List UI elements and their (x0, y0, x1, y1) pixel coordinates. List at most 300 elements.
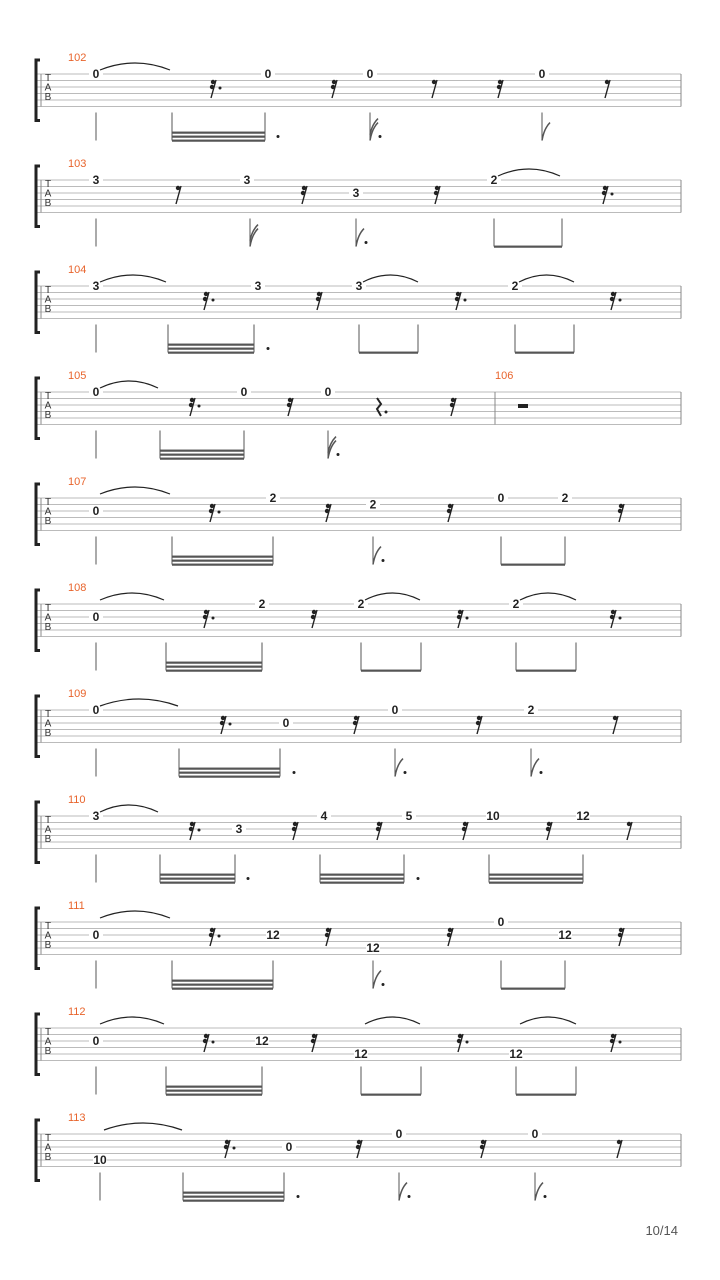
beam (172, 556, 273, 558)
rest-head (457, 615, 461, 619)
beam (361, 1094, 421, 1096)
fret-number: 12 (354, 1047, 368, 1062)
beam (361, 670, 421, 672)
rest-head (447, 933, 451, 937)
tab-clef-letter: A (44, 188, 52, 200)
tie-slur (519, 275, 574, 282)
tab-system (36, 158, 681, 248)
fret-number: 12 (255, 1034, 269, 1049)
fret-number: 0 (92, 1034, 100, 1049)
beam (494, 246, 562, 248)
rest-head (287, 403, 291, 407)
fret-number: 3 (254, 279, 262, 293)
rest-head (463, 822, 467, 826)
tie-slur (100, 805, 158, 812)
rest-head (210, 85, 214, 89)
dot (619, 299, 622, 302)
rest-head (627, 822, 631, 826)
tab-clef-letter: A (44, 718, 52, 730)
dot (337, 453, 340, 456)
tab-clef-letter: A (44, 1142, 52, 1154)
tab-system (36, 264, 681, 354)
rest-head (458, 610, 462, 614)
rest-head (332, 80, 336, 84)
rest-head (602, 191, 606, 195)
beam (160, 454, 244, 456)
rest-head (311, 1039, 315, 1043)
rest-head (357, 1140, 361, 1144)
tie-slur (100, 593, 164, 600)
tab-clef-letter: A (44, 1036, 52, 1048)
fret-number: 0 (324, 385, 332, 399)
fret-number: 2 (561, 491, 569, 505)
rest-head (225, 1140, 229, 1144)
rest-head (610, 615, 614, 619)
tie-slur (100, 63, 170, 70)
tab-system (36, 52, 681, 142)
rest-head (326, 928, 330, 932)
dot (385, 411, 388, 414)
fret-number: 2 (512, 597, 520, 611)
tie-slur (100, 487, 170, 494)
fret-number: 3 (243, 173, 251, 187)
fret-number: 0 (92, 67, 100, 81)
measure-number: 111 (68, 900, 85, 912)
beam (320, 878, 404, 880)
tab-clef-letter: T (44, 179, 52, 190)
system-bracket (36, 1014, 40, 1075)
beam (489, 878, 583, 880)
tab-clef-letter: A (44, 612, 52, 624)
rest-head (221, 716, 225, 720)
rest-head (209, 509, 213, 513)
system-bracket (36, 166, 40, 227)
tab-clef-letter: A (44, 930, 52, 942)
system-bracket (36, 484, 40, 545)
rest-head (605, 80, 609, 84)
fret-number: 2 (527, 703, 535, 717)
fret-number: 0 (92, 610, 100, 625)
dot (382, 983, 385, 986)
dot (365, 241, 368, 244)
rest-head (176, 186, 180, 190)
dot (540, 771, 543, 774)
measure-number: 113 (68, 1112, 86, 1124)
beam (172, 980, 273, 982)
system-bracket (36, 60, 40, 121)
rest-head (432, 80, 436, 84)
rest-head (356, 1145, 360, 1149)
rest-head (209, 933, 213, 937)
rest-head (450, 403, 454, 407)
rest-head (203, 297, 207, 301)
beam (172, 564, 273, 566)
tab-clef-letter: T (44, 497, 52, 508)
rest-head (311, 615, 315, 619)
tie-slur (100, 699, 178, 706)
note-flag (399, 1183, 407, 1201)
fret-number: 0 (391, 703, 399, 717)
measure-number: 104 (68, 264, 87, 276)
dot (293, 771, 296, 774)
beam (168, 348, 254, 350)
beam (320, 874, 404, 876)
beam (516, 1094, 576, 1096)
rest-head (613, 716, 617, 720)
beam (172, 560, 273, 562)
tab-system (36, 1006, 681, 1096)
tab-clef-letter: B (44, 1046, 52, 1057)
rest-head (458, 1034, 462, 1038)
tab-system (36, 582, 681, 672)
rest-head (210, 928, 214, 932)
tie-slur (363, 275, 418, 282)
dot (404, 771, 407, 774)
beam (160, 458, 244, 460)
tab-clef-letter: T (44, 391, 52, 402)
fret-number: 2 (490, 173, 498, 187)
beam (172, 140, 265, 142)
fret-number: 12 (509, 1047, 523, 1062)
fret-number: 0 (282, 716, 290, 731)
tab-clef-letter: T (44, 603, 52, 614)
tab-clef-letter: T (44, 1133, 52, 1144)
rest-head (603, 186, 607, 190)
tab-clef-letter: B (44, 198, 52, 209)
beam (160, 878, 235, 880)
dot (466, 617, 469, 620)
rest-head (293, 822, 297, 826)
dot (611, 193, 614, 196)
tab-clef-letter: A (44, 506, 52, 518)
system-bracket (36, 272, 40, 333)
dot (277, 135, 280, 138)
rest-head (618, 933, 622, 937)
fret-number: 12 (558, 928, 572, 943)
beam (320, 882, 404, 884)
beam (179, 776, 280, 778)
beam (160, 450, 244, 452)
dot (233, 1147, 236, 1150)
rest-head (618, 509, 622, 513)
fret-number: 2 (357, 597, 365, 611)
dot (382, 559, 385, 562)
fret-number: 10 (93, 1153, 107, 1168)
rest-head (497, 85, 501, 89)
fret-number: 2 (369, 497, 377, 512)
note-flag (531, 759, 539, 777)
tab-clef-letter: T (44, 815, 52, 826)
beam (183, 1200, 284, 1202)
beam (359, 352, 418, 354)
rest-head (448, 928, 452, 932)
tab-clef-letter: B (44, 834, 52, 845)
tie-slur (100, 911, 170, 918)
rest-head (477, 716, 481, 720)
fret-number: 0 (240, 385, 248, 399)
rest-head (204, 610, 208, 614)
dot (229, 723, 232, 726)
tie-slur (520, 593, 576, 600)
system-bracket (36, 1120, 40, 1181)
beam (172, 988, 273, 990)
rest-head (210, 504, 214, 508)
dot (267, 347, 270, 350)
rest-head (455, 297, 459, 301)
rest-head (476, 721, 480, 725)
rest-head (302, 186, 306, 190)
fret-number: 0 (366, 67, 374, 81)
quarter-rest (377, 398, 381, 416)
note-flag (373, 547, 381, 565)
fret-number: 12 (576, 809, 590, 823)
rest-head (331, 85, 335, 89)
rest-head (447, 509, 451, 513)
rest-head (301, 191, 305, 195)
rest-head (547, 822, 551, 826)
rest-head (462, 827, 466, 831)
tab-clef-letter: B (44, 92, 52, 103)
fret-number: 0 (92, 703, 100, 717)
measure-number: 106 (495, 370, 514, 382)
rest-head (288, 398, 292, 402)
beam (501, 564, 565, 566)
rest-head (316, 297, 320, 301)
fret-number: 0 (497, 491, 505, 505)
beam (515, 352, 574, 354)
rest-head (190, 822, 194, 826)
rest-head (312, 610, 316, 614)
dot (212, 617, 215, 620)
tab-system (36, 794, 681, 884)
tab-system (36, 370, 681, 460)
dot (464, 299, 467, 302)
dot (247, 877, 250, 880)
rest-head (610, 297, 614, 301)
tab-clef-letter: B (44, 410, 52, 421)
rest-head (317, 292, 321, 296)
beam (160, 882, 235, 884)
beam (166, 662, 262, 664)
tie-slur (520, 1017, 576, 1024)
rest-head (435, 186, 439, 190)
system-bracket (36, 590, 40, 651)
beam (166, 1090, 262, 1092)
tie-slur (498, 169, 560, 176)
rest-head (481, 1140, 485, 1144)
dot (219, 87, 222, 90)
note-flag (395, 759, 403, 777)
fret-number: 0 (497, 915, 505, 929)
fret-number: 0 (92, 385, 100, 399)
fret-number: 0 (285, 1140, 293, 1155)
page-number: 10/14 (645, 1223, 678, 1238)
rest-head (220, 721, 224, 725)
whole-rest (518, 404, 528, 408)
fret-number: 10 (486, 809, 500, 823)
dot (212, 1041, 215, 1044)
tab-system (36, 900, 681, 990)
rest-head (457, 1039, 461, 1043)
dot (218, 511, 221, 514)
tab-clef-letter: B (44, 1152, 52, 1163)
measure-number: 103 (68, 158, 87, 170)
fret-number: 3 (235, 822, 243, 837)
fret-number: 0 (395, 1127, 403, 1141)
tie-slur (104, 1123, 182, 1130)
fret-number: 3 (355, 279, 363, 293)
beam (166, 666, 262, 668)
beam (501, 988, 565, 990)
rest-head (312, 1034, 316, 1038)
tab-clef-letter: T (44, 709, 52, 720)
rest-head (448, 504, 452, 508)
rest-head (325, 509, 329, 513)
rest-head (611, 610, 615, 614)
rest-head (292, 827, 296, 831)
tab-clef-letter: T (44, 921, 52, 932)
rest-head (190, 398, 194, 402)
fret-number: 0 (92, 928, 100, 943)
beam (489, 882, 583, 884)
dot (198, 405, 201, 408)
rest-head (377, 822, 381, 826)
rest-head (203, 1039, 207, 1043)
dot (619, 617, 622, 620)
tab-clef-letter: B (44, 940, 52, 951)
beam (172, 132, 265, 134)
rest-head (189, 827, 193, 831)
rest-head (224, 1145, 228, 1149)
rest-head (619, 928, 623, 932)
rest-head (203, 615, 207, 619)
tab-system (36, 1112, 681, 1202)
tie-slur (365, 593, 420, 600)
fret-number: 3 (92, 279, 100, 293)
tab-clef-letter: A (44, 82, 52, 94)
beam (179, 772, 280, 774)
tab-clef-letter: A (44, 294, 52, 306)
beam (183, 1196, 284, 1198)
rest-head (480, 1145, 484, 1149)
beam (166, 1094, 262, 1096)
measure-number: 107 (68, 476, 87, 488)
rest-head (498, 80, 502, 84)
fret-number: 0 (92, 504, 100, 519)
tab-clef-letter: B (44, 304, 52, 315)
rest-head (611, 292, 615, 296)
measure-number: 110 (68, 794, 86, 806)
rest-head (376, 827, 380, 831)
note-flag (542, 123, 550, 141)
rest-head (325, 933, 329, 937)
fret-number: 3 (92, 809, 100, 823)
rest-head (456, 292, 460, 296)
measure-number: 105 (68, 370, 87, 382)
beam (166, 670, 262, 672)
fret-number: 12 (366, 941, 380, 956)
dot (297, 1195, 300, 1198)
beam (516, 670, 576, 672)
fret-number: 0 (264, 67, 272, 81)
dot (218, 935, 221, 938)
dot (544, 1195, 547, 1198)
dot (466, 1041, 469, 1044)
rest-head (451, 398, 455, 402)
system-bracket (36, 908, 40, 969)
system-bracket (36, 696, 40, 757)
tie-slur (365, 1017, 420, 1024)
note-flag (373, 971, 381, 989)
measure-number: 108 (68, 582, 87, 594)
rest-head (354, 716, 358, 720)
dot (379, 135, 382, 138)
dot (417, 877, 420, 880)
beam (160, 874, 235, 876)
fret-number: 2 (269, 491, 277, 505)
rest-head (353, 721, 357, 725)
note-flag (356, 229, 364, 247)
fret-number: 3 (352, 186, 360, 201)
rest-head (204, 292, 208, 296)
tie-slur (100, 1017, 164, 1024)
fret-number: 0 (538, 67, 546, 81)
dot (619, 1041, 622, 1044)
fret-number: 0 (531, 1127, 539, 1141)
dot (198, 829, 201, 832)
fret-number: 12 (266, 928, 280, 943)
fret-number: 5 (405, 809, 413, 823)
beam (166, 1086, 262, 1088)
rest-head (611, 1034, 615, 1038)
tab-clef-letter: A (44, 824, 52, 836)
tab-clef-letter: T (44, 73, 52, 84)
system-bracket (36, 378, 40, 439)
rest-head (619, 504, 623, 508)
fret-number: 2 (511, 279, 519, 293)
tab-clef-letter: B (44, 728, 52, 739)
fret-number: 3 (92, 173, 100, 187)
tab-clef-letter: A (44, 400, 52, 412)
beam (489, 874, 583, 876)
system-bracket (36, 802, 40, 863)
beam (172, 136, 265, 138)
tab-clef-letter: T (44, 285, 52, 296)
fret-number: 4 (320, 809, 328, 823)
rest-head (434, 191, 438, 195)
rest-head (617, 1140, 621, 1144)
fret-number: 2 (258, 597, 266, 611)
tab-system (36, 688, 681, 778)
rest-head (189, 403, 193, 407)
dot (212, 299, 215, 302)
tie-slur (100, 275, 166, 282)
rest-head (204, 1034, 208, 1038)
tab-clef-letter: T (44, 1027, 52, 1038)
tab-clef-letter: B (44, 622, 52, 633)
measure-number: 109 (68, 688, 87, 700)
dot (408, 1195, 411, 1198)
beam (172, 984, 273, 986)
rest-head (326, 504, 330, 508)
tab-system (36, 476, 681, 566)
note-flag (535, 1183, 543, 1201)
measure-number: 102 (68, 52, 87, 64)
beam (168, 352, 254, 354)
beam (179, 768, 280, 770)
tie-slur (100, 381, 158, 388)
beam (168, 344, 254, 346)
